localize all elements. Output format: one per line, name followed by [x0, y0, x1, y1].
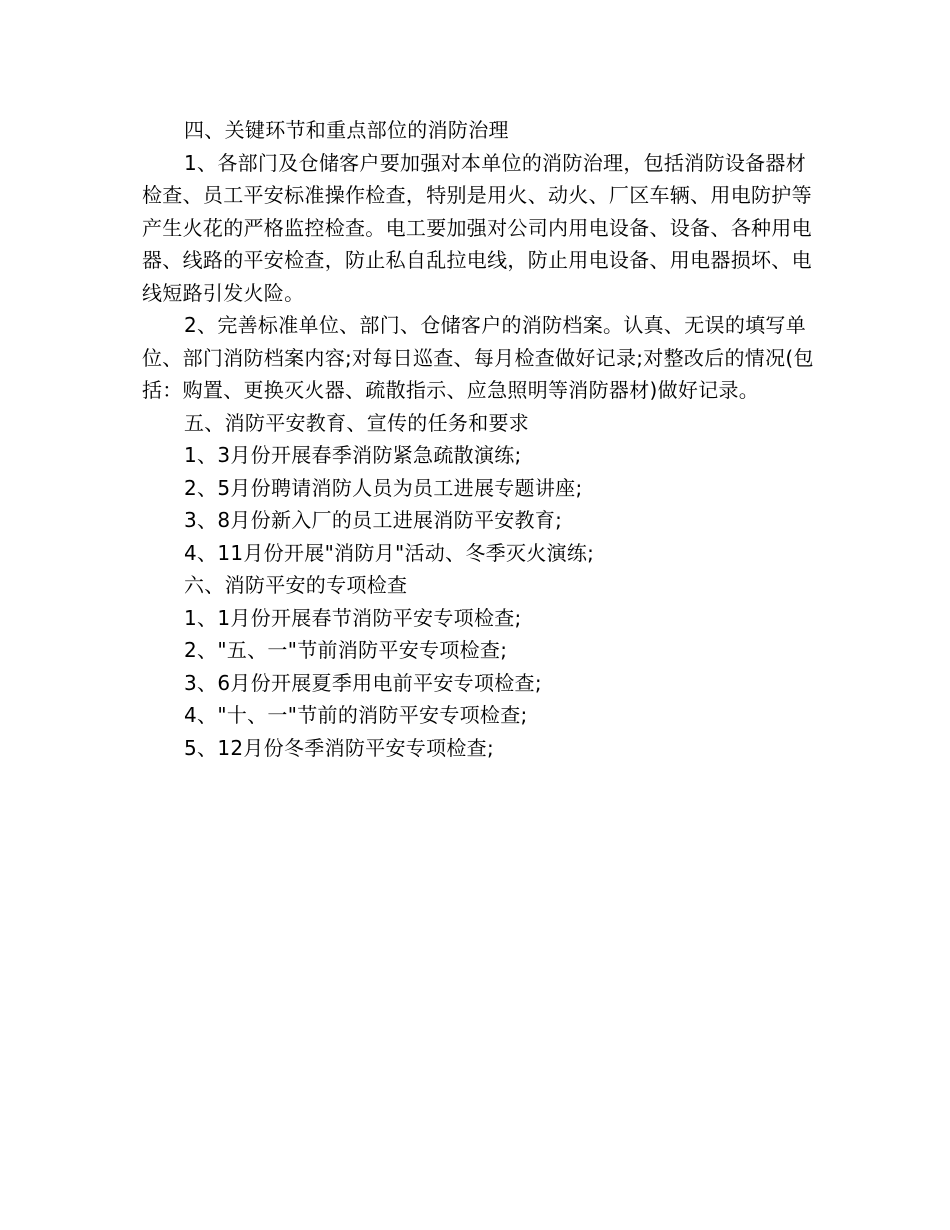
list-item-inspection-4: 4、"十、一"节前的消防平安专项检查; — [184, 703, 528, 727]
list-item-inspection-1: 1、1月份开展春节消防平安专项检查; — [184, 605, 522, 630]
list-item-education-3: 3、8月份新入厂的员工进展消防平安教育; — [184, 508, 563, 532]
section-heading-six: 六、消防平安的专项检查 — [184, 573, 408, 597]
list-item-education-1: 1、3月份开展春季消防紧急疏散演练; — [184, 443, 522, 467]
section-heading-four: 四、关键环节和重点部位的消防治理 — [184, 118, 509, 142]
paragraph-fire-management: 1、各部门及仓储客户要加强对本单位的消防治理，包括消防设备器材检查、员工平安标准操作检查，特别是用火、动火、厂区车辆、用电防护等产生火花的严格监控检查。电工要加强对公司内用电设备、设备、各种用电器、线路的平安检查，防止私自乱拉电线，防止用电设备、用电器损坏、电线短路引发火险。 — [142, 150, 812, 305]
section-heading-five: 五、消防平安教育、宣传的任务和要求 — [184, 410, 530, 435]
list-item-inspection-2: 2、"五、一"节前消防平安专项检查; — [184, 638, 508, 662]
list-item-education-4: 4、11月份开展"消防月"活动、冬季灭火演练; — [184, 540, 595, 565]
list-item-inspection-3: 3、6月份开展夏季用电前平安专项检查; — [184, 670, 542, 695]
list-item-inspection-5: 5、12月份冬季消防平安专项检查; — [184, 735, 495, 760]
list-item-education-2: 2、5月份聘请消防人员为员工进展专题讲座; — [184, 475, 583, 500]
document-body — [142, 114, 822, 764]
paragraph-fire-archives: 2、完善标准单位、部门、仓储客户的消防档案。认真、无误的填写单位、部门消防档案内容;对每日巡查、每月检查做好记录;对整改后的情况(包括：购置、更换灭火器、疏散指示、应急照明等消防器材)做好记录。 — [142, 313, 814, 402]
